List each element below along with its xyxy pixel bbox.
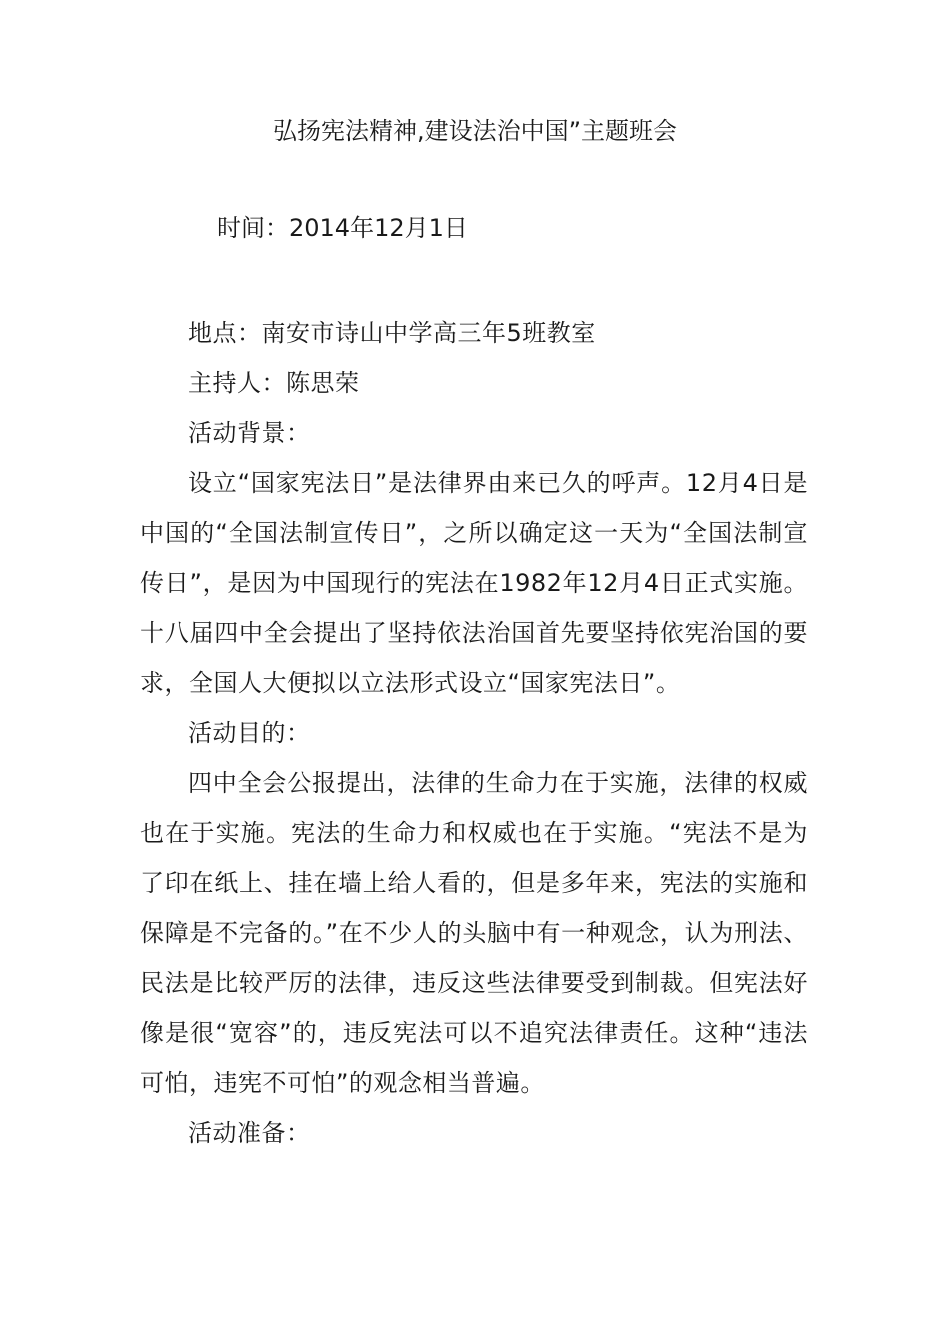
document-body bbox=[140, 308, 808, 1158]
place-line: 地点：南安市诗山中学高三年5班教室 bbox=[188, 319, 596, 347]
background-paragraph: 设立“国家宪法日”是法律界由来已久的呼声。12月4日是中国的“全国法制宣传日”，之所以确定这一天为“全国法制宣传日”，是因为中国现行的宪法在1982年12月4日正式实施。十八届四中全会提出了坚持依法治国首先要坚持依宪治国的要求，全国人大便拟以立法形式设立“国家宪法日”。 bbox=[140, 469, 808, 697]
preparation-heading: 活动准备： bbox=[188, 1119, 311, 1147]
purpose-paragraph: 四中全会公报提出，法律的生命力在于实施，法律的权威也在于实施。宪法的生命力和权威也在于实施。“宪法不是为了印在纸上、挂在墙上给人看的，但是多年来，宪法的实施和保障是不完备的。”在不少人的头脑中有一种观念，认为刑法、民法是比较严厉的法律，违反这些法律要受到制裁。但宪法好像是很“宽容”的，违反宪法可以不追究法律责任。这种“违法可怕，违宪不可怕”的观念相当普遍。 bbox=[140, 769, 808, 1097]
document-title: 弘扬宪法精神,建设法治中国”主题班会 bbox=[272, 117, 678, 145]
time-line: 时间：2014年12月1日 bbox=[217, 214, 468, 242]
host-line: 主持人：陈思荣 bbox=[188, 369, 360, 397]
purpose-heading: 活动目的： bbox=[188, 719, 311, 747]
background-heading: 活动背景： bbox=[188, 419, 311, 447]
